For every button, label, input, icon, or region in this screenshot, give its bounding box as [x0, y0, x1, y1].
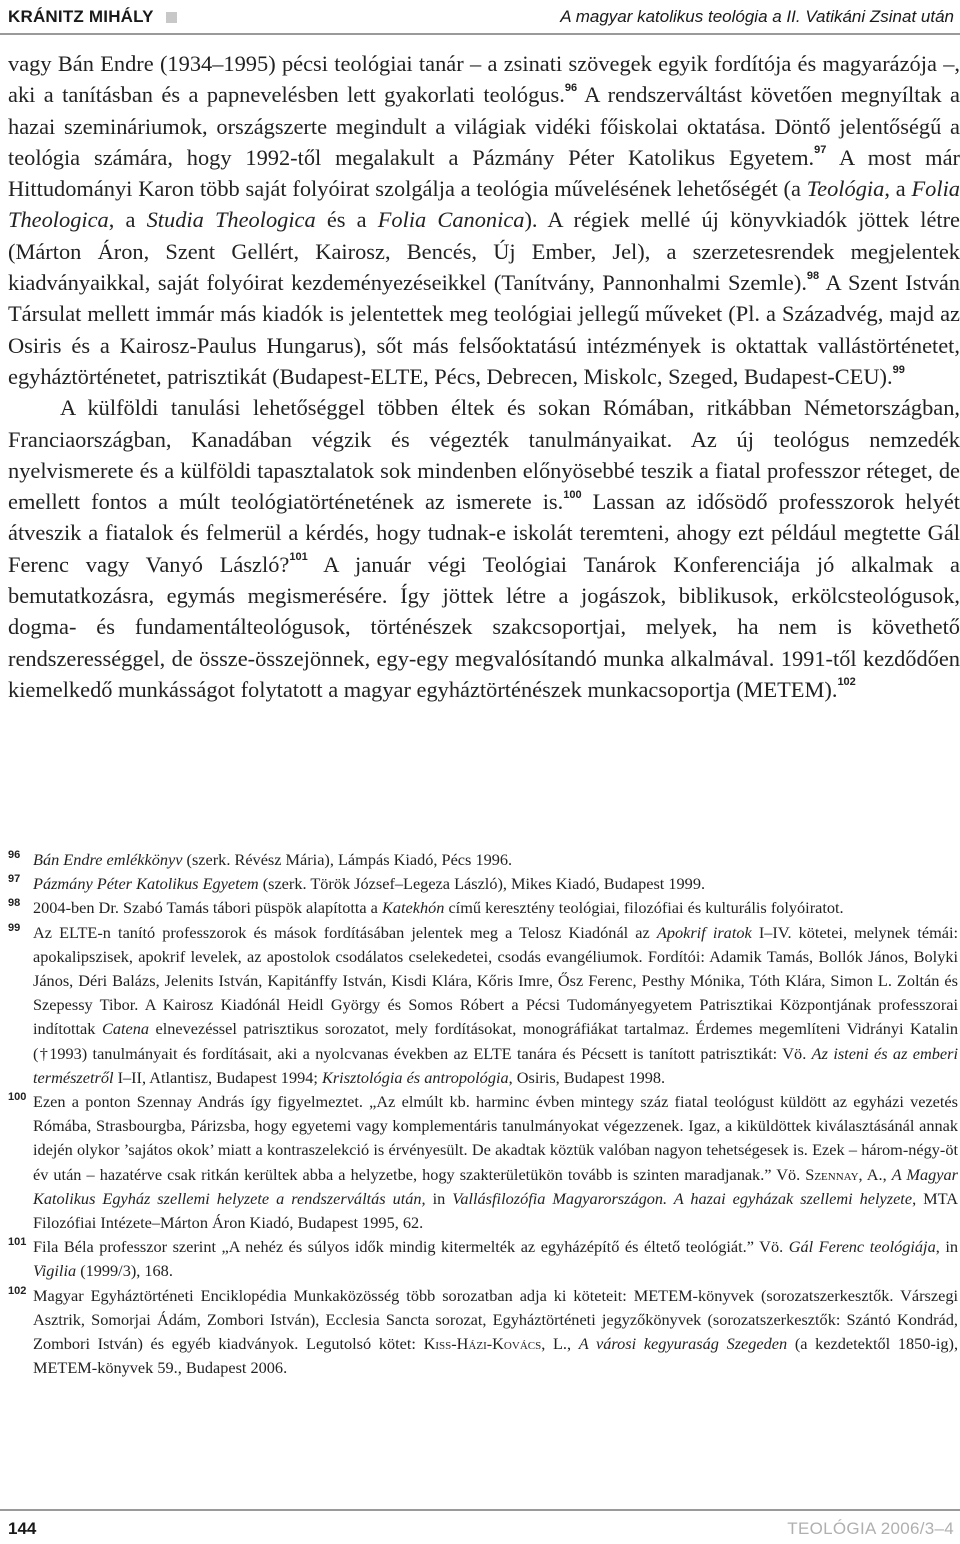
journal-title: Folia Theologica: [8, 176, 960, 233]
footnote: 96 Bán Endre emlékkönyv (szerk. Révész Mária), Lámpás Kiadó, Pécs 1996.: [8, 848, 958, 872]
footnote: 98 2004-ben Dr. Szabó Tamás tábori püspök alapította a Katekhón című keresztény teológiai, filozófiai és kulturális folyóiratot.: [8, 896, 958, 920]
running-header: [8, 4, 954, 30]
footnote-number: 98: [8, 897, 21, 910]
footnote-ref[interactable]: 102: [837, 676, 856, 689]
footnote-number: 100: [8, 1091, 27, 1104]
footnote-number: 102: [8, 1284, 27, 1297]
footnote: 99 Az ELTE-n tanító professzorok és mások fordításában jelentek meg a Telosz Kiadónál az Apokrif iratok I–IV. kötetei, melynek témái: apokalipszisek, apokrif levelek, az apostolok csodálatos cselekedetei, csodás evangéliumok. Fordítói: Adamik Tamás, Bollók János, Bolyki János, Déri Balázs, Jelenits István, Kapitánffy István, Kisdi Klára, Kőris Imre, Ősz Ferenc, Pesthy Mónika, Tóth Klára, Simon L. Zoltán és Szepessy Tibor. A Kairosz Kiadónál Heidl György és Somos Róbert a Pécsi Tudományegyetem Patrisztikai Központjának professzorai indítottak Catena elnevezéssel patrisztikus sorozatot, mely fordításokat, monográfiákat tartalmaz. Érdemes megemlíteni Vidrányi Katalin (†1993) tanulmányait és fordításait, aki a nyolcvanas években az ELTE tanára és Pécsett is tanított patrisztikát: Vö. Az isteni és az emberi természetről I–II, Atlantisz, Budapest 1994; Krisztológia és antropológia, Osiris, Budapest 1998.: [8, 921, 958, 1090]
journal-issue: TEOLÓGIA 2006/3–4: [787, 1519, 954, 1538]
page-footer: [8, 1516, 954, 1542]
footnote-ref[interactable]: 99: [892, 363, 905, 376]
running-title: A magyar katolikus teológia a II. Vatikáni Zsinat után: [560, 7, 954, 26]
footnote-ref[interactable]: 100: [563, 488, 582, 501]
footnote-number: 96: [8, 849, 21, 861]
footnote: 97 Pázmány Péter Katolikus Egyetem (szerk. Török József–Legeza László), Mikes Kiadó, Budapest 1999.: [8, 872, 958, 896]
footer-rule: [0, 1509, 960, 1511]
header-rule: [0, 33, 960, 35]
footnote-number: 101: [8, 1236, 27, 1249]
separator-square-icon: [166, 12, 177, 23]
main-text: [8, 48, 960, 705]
journal-title: Studia Theologica: [146, 207, 316, 233]
footnote-ref[interactable]: 98: [806, 269, 820, 282]
footnote: 102 Magyar Egyháztörténeti Enciklopédia Munkaközösség több sorozatban adja ki köteteit: METEM-könyvek (sorozatszerkesztők. Várszegi Asztrik, Somorjai Ádám, Zombori István), Ecclesia Sancta sorozat, Egyháztörténeti jegyzőkönyvek (sorozatszerkesztők: Szántó Kondrád, Zombori István) és egyéb kiadványok. Legutolsó kötet: Kiss-Házi-Kovács, L., A városi kegyuraság Szegeden (a kezdetektől 1850-ig), METEM-könyvek 59., Budapest 2006.: [8, 1284, 958, 1381]
paragraph: A külföldi tanulási lehetőséggel többen éltek és sokan Rómában, ritkábban Németországban, Franciaországban, Kanadában végzik és végezték tanulmányaikat. Az új teológus nemzedék nyelvismerete és a külföldi tapasztalatok sok mindenben előnyösebbé teszik a fiatal professzor réteget, de emellett fontos a múlt teológiatörténetének az ismerete is.$^{100}$ Lassan az idősödő professzorok helyét átveszik a fiatalok és felmerül a kérdés, hogy tudnak-e iskolát teremteni, ahogy ezt például megtette Gál Ferenc vagy Vanyó László?$^{101}$ A január végi Teológiai Tanárok Konferenciája jó alkalmak a bemutatkozásra, egymás megismerésére. Így jöttek létre a jogászok, biblikusok, erkölcsteológusok, dogma- és fundamentálteológusok, történészek szakcsoportjai, melyek, ha nem is követhető rendszerességgel, de össze-összejönnek, egy-egy megvalósítandó munka alkalmával. 1991-től kezdődően kiemelkedő munkásságot folytatott a magyar egyháztörténészek munkacsoportja (METEM).$^{102}$: [8, 395, 960, 702]
footnotes: [8, 848, 958, 1380]
footnote-ref[interactable]: 96: [564, 81, 578, 94]
footnote: 101 Fila Béla professzor szerint „A nehéz és súlyos idők mindig kitermelték az egyházépítő és éltető teológiát.” Vö. Gál Ferenc teológiája, in Vigilia (1999/3), 168.: [8, 1235, 958, 1283]
footnote-ref[interactable]: 97: [814, 144, 827, 157]
page-number: 144: [8, 1519, 37, 1538]
footnote-number: 99: [8, 921, 21, 934]
journal-title: Folia Canonica: [377, 207, 525, 233]
paragraph: vagy Bán Endre (1934–1995) pécsi teológiai tanár – a zsinati szövegek egyik fordítója és magyarázója –, aki a tanításban és a papnevelésben lett gyakorlati teológus.$^{96}$ A rendszerváltást követően megnyíltak a hazai szemináriumok, országszerte megindult a világiak vidéki főiskolai oktatása. Döntő jelentőségű a teológia számára, hogy 1992-től megalakult a Pázmány Péter Katolikus Egyetem.$^{97}$ A most már Hittudományi Karon több saját folyóirat szolgálja a teológia művelésének lehetőségét (a Teológia, a Folia Theologica, a Studia Theologica és a Folia Canonica). A régiek mellé új könyvkiadók jöttek létre (Márton Áron, Szent Gellért, Kairosz, Bencés, Új Ember, Jel), a szerzetesrendek megjelentek kiadványaikkal, saját folyóirat kezdeményezéseikkel (Tanítvány, Pannonhalmi Szemle).$^{98}$ A Szent István Társulat mellett immár más kiadók is jelentettek meg teológiai jellegű műveket (Pl. a Századvég, majd az Osiris és a Kairosz-Paulus Hungarus), sőt más felsőoktatású intézmények is oktattak vallástörténetet, egyháztörténetet, patrisztikát (Budapest-ELTE, Pécs, Debrecen, Miskolc, Szeged, Budapest-CEU).$^{99}$: [8, 51, 960, 389]
footnote: 100 Ezen a ponton Szennay András így figyelmeztet. „Az elmúlt kb. harminc évben mintegy száz fiatal teológust küldött az egyházi vezetés Rómába, Strasbourgba, Párizsba, hogy egyetemi vagy komplementáris tanulmányokat végezzenek. Igaz, a kiküldöttek kiválasztásánál annak idején olykor ’sajátos okok’ miatt a kontraszelekció is érvényesült. De akadtak köztük valóban nagyon tehetségesek is. Ezek – három-négy-öt év után – hazatérve csak ritkán kerültek abba a helyzetbe, hogy szakterületükön tovább is szinten maradjanak.” Vö. Szennay, A., A Magyar Katolikus Egyház szellemi helyzete a rendszerváltás után, in Vallásfilozófia Magyarországon. A hazai egyházak szellemi helyzete, MTA Filozófiai Intézete–Márton Áron Kiadó, Budapest 1995, 62.: [8, 1090, 958, 1235]
footnote-number: 97: [8, 873, 21, 886]
journal-title: Teológia: [806, 176, 885, 202]
author-name: KRÁNITZ MIHÁLY: [8, 7, 154, 26]
footnote-ref[interactable]: 101: [289, 551, 308, 564]
